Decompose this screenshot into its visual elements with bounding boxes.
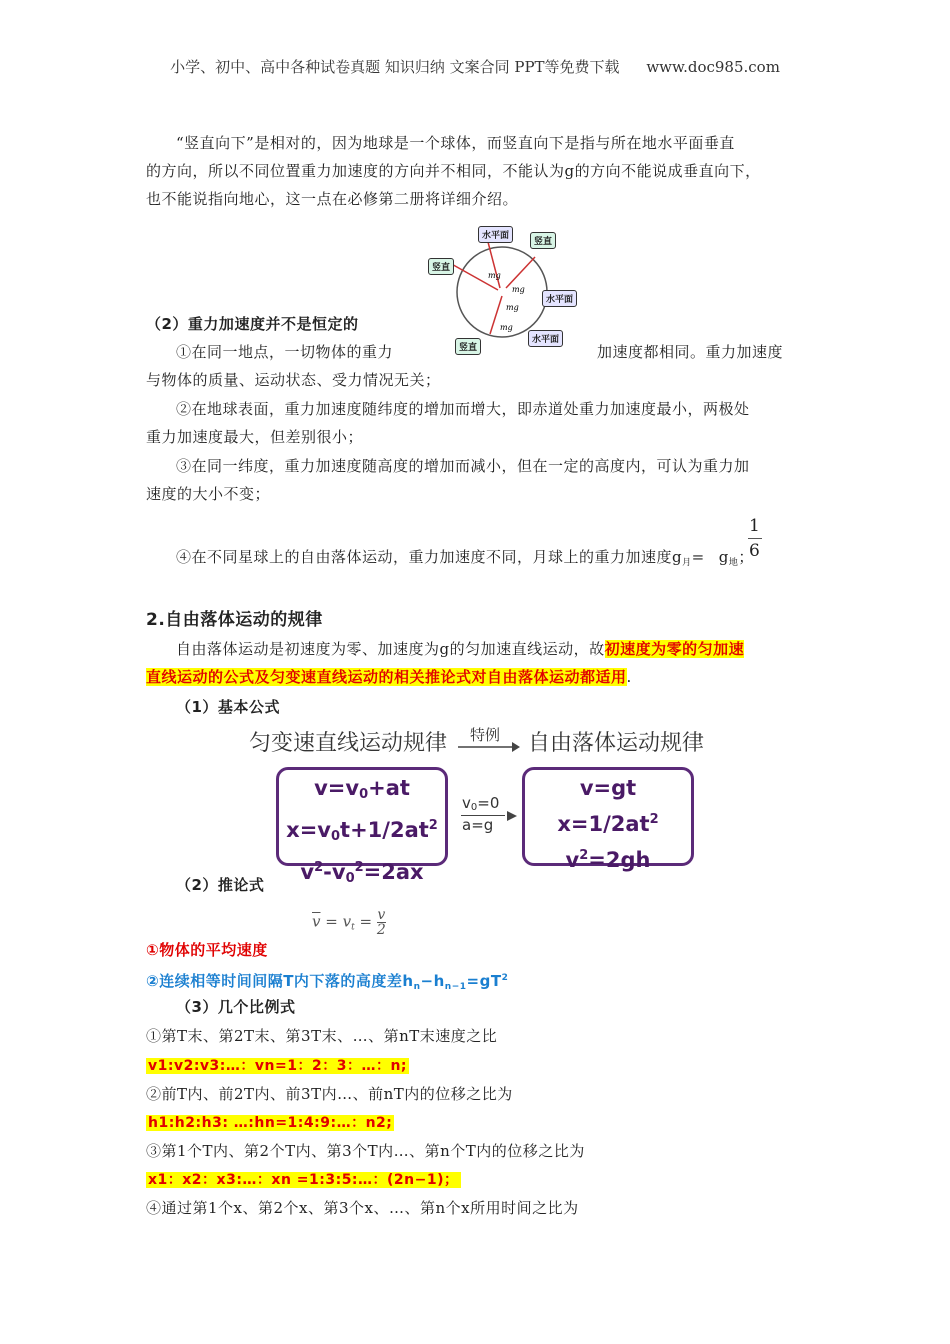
header-url[interactable]: www.doc985.com — [646, 58, 780, 76]
page-header — [0, 56, 950, 77]
ratio-3-highlight: x1：x2：x3:…：xn =1:3:5:…：(2n−1)； — [148, 1172, 459, 1188]
uniform-motion-title: 匀变速直线运动规律 — [249, 731, 448, 756]
ratio-1-value — [146, 1051, 806, 1080]
sec2-p4-text: ④在不同星球上的自由落体运动，重力加速度不同，月球上的重力加速度g — [176, 548, 683, 566]
earth-subscript: 地 — [728, 558, 739, 568]
vertical-tag: 竖直 — [530, 232, 556, 249]
section2-intro — [146, 635, 806, 663]
section2-intro-text: 自由落体运动是初速度为零、加速度为g的匀加速直线运动，故 — [176, 640, 605, 658]
free-fall-title: 自由落体运动规律 — [528, 731, 705, 756]
sec2-heading: （2）重力加速度并不是恒定的 — [146, 315, 359, 333]
g-symbol: g — [718, 548, 729, 566]
average-velocity-label: ①物体的平均速度 — [146, 941, 268, 959]
ratio-1-text: ①第T末、第2T末、第3T末、…、第nT末速度之比 — [146, 1027, 498, 1045]
condition-v0: v0=0 — [462, 794, 500, 813]
equals: = — [691, 548, 705, 566]
condition-arrow — [507, 810, 521, 822]
special-case-label: 特例 — [470, 726, 501, 744]
sec2-p2b: 重力加速度最大，但差别很小； — [146, 428, 364, 446]
vertical-tag: 竖直 — [455, 338, 481, 355]
height-difference-text: ②连续相等时间间隔T内下落的高度差h — [146, 972, 414, 990]
section2-intro-2 — [146, 663, 806, 691]
average-velocity-formula: $\overline{v} = v_t$ = $\frac{v}{2}$ — [312, 907, 386, 938]
moon-subscript: 月 — [682, 558, 692, 568]
intro-line-3: 也不能说指向地心，这一点在必修第二册将详细介绍。 — [146, 190, 519, 208]
sec2-p2a: ②在地球表面，重力加速度随纬度的增加而增大，即赤道处重力加速度最小，两极处 — [176, 400, 750, 418]
formula-v-gt: v=gt — [579, 776, 637, 800]
mg-label: mg — [506, 303, 519, 312]
sec2-p1b: 加速度都相同。重力加速度 — [597, 343, 784, 361]
formula-velocity: v=v0+at — [314, 776, 410, 802]
section2-highlight-2: 直线运动的公式及匀变速直线运动的相关推论式对自由落体运动都适用 — [146, 668, 627, 686]
sec2-p3b: 速度的大小不变； — [146, 485, 271, 503]
mg-label: mg — [500, 323, 513, 332]
formula-velocity-squared: $v^2-v0^2=2ax$ — [300, 860, 424, 886]
section2-title: 2.自由落体运动的规律 — [146, 610, 323, 630]
gravity-arrow — [488, 242, 500, 288]
horizontal-plane-tag: 水平面 — [528, 330, 563, 347]
special-case-arrow — [458, 741, 520, 753]
condition-a: a=g — [462, 816, 494, 834]
ratio-2-highlight: h1:h2:h3: …:hn=1:4:9:…：n2; — [148, 1115, 393, 1131]
ratio-3-value — [146, 1165, 806, 1194]
ratio-4-text: ④通过第1个x、第2个x、第3个x、…、第n个x所用时间之比为 — [146, 1199, 579, 1217]
uniform-motion-formulas — [276, 767, 448, 886]
section2-highlight-1: 初速度为零的匀加速 — [604, 640, 745, 658]
vertical-tag: 竖直 — [428, 258, 454, 275]
free-fall-formulas — [522, 767, 694, 872]
ratio-2-value — [146, 1108, 806, 1137]
mg-label: mg — [512, 285, 525, 294]
header-text: 小学、初中、高中各种试卷真题 知识归纳 文案合同 PPT等免费下载 — [170, 58, 620, 76]
intro-line-1: “竖直向下”是相对的，因为地球是一个球体，而竖直向下是指与所在地水平面垂直 — [176, 134, 735, 152]
sec2-p3a: ③在同一纬度，重力加速度随高度的增加而减小，但在一定的高度内，可认为重力加 — [176, 457, 750, 475]
formula-x-half-gt2: $x=1/2at^2$ — [557, 812, 659, 836]
basic-formula-heading: （1）基本公式 — [176, 698, 280, 716]
ratio-heading: （3）几个比例式 — [176, 998, 296, 1016]
derivation-heading: （2）推论式 — [176, 876, 265, 894]
ratio-3-text: ③第1个T内、第2个T内、第3个T内…、第n个T内的位移之比为 — [146, 1142, 585, 1160]
fraction-bar — [748, 538, 762, 539]
sec2-p1c: 与物体的质量、运动状态、受力情况无关； — [146, 371, 441, 389]
intro-line-2: 的方向，所以不同位置重力加速度的方向并不相同，不能认为g的方向不能说成垂直向下， — [146, 162, 761, 180]
formula-displacement: $x=v0t+1/2at^2$ — [286, 818, 438, 844]
fraction-numerator: 1 — [749, 516, 760, 536]
fraction-denominator: 6 — [749, 541, 760, 561]
ratio-1-highlight: v1:v2:v3:…：vn=1：2：3：…：n; — [148, 1058, 408, 1074]
horizontal-plane-tag: 水平面 — [542, 290, 577, 307]
gravity-arrow — [506, 257, 535, 288]
ratio-2-text: ②前T内、前2T内、前3T内…、前nT内的位移之比为 — [146, 1085, 513, 1103]
mg-label: mg — [488, 271, 501, 280]
semicolon: ； — [738, 548, 754, 566]
sec2-p1a: ①在同一地点，一切物体的重力 — [176, 343, 394, 361]
sec2-p4 — [146, 543, 806, 577]
formula-v2-2gh: $v^2=2gh$ — [565, 848, 651, 872]
section2-intro-end: . — [626, 668, 632, 686]
height-difference-label: ②连续相等时间间隔T内下落的高度差$h_n-h_{n-1}=gT^2$ — [146, 972, 509, 992]
horizontal-plane-tag: 水平面 — [478, 226, 513, 243]
